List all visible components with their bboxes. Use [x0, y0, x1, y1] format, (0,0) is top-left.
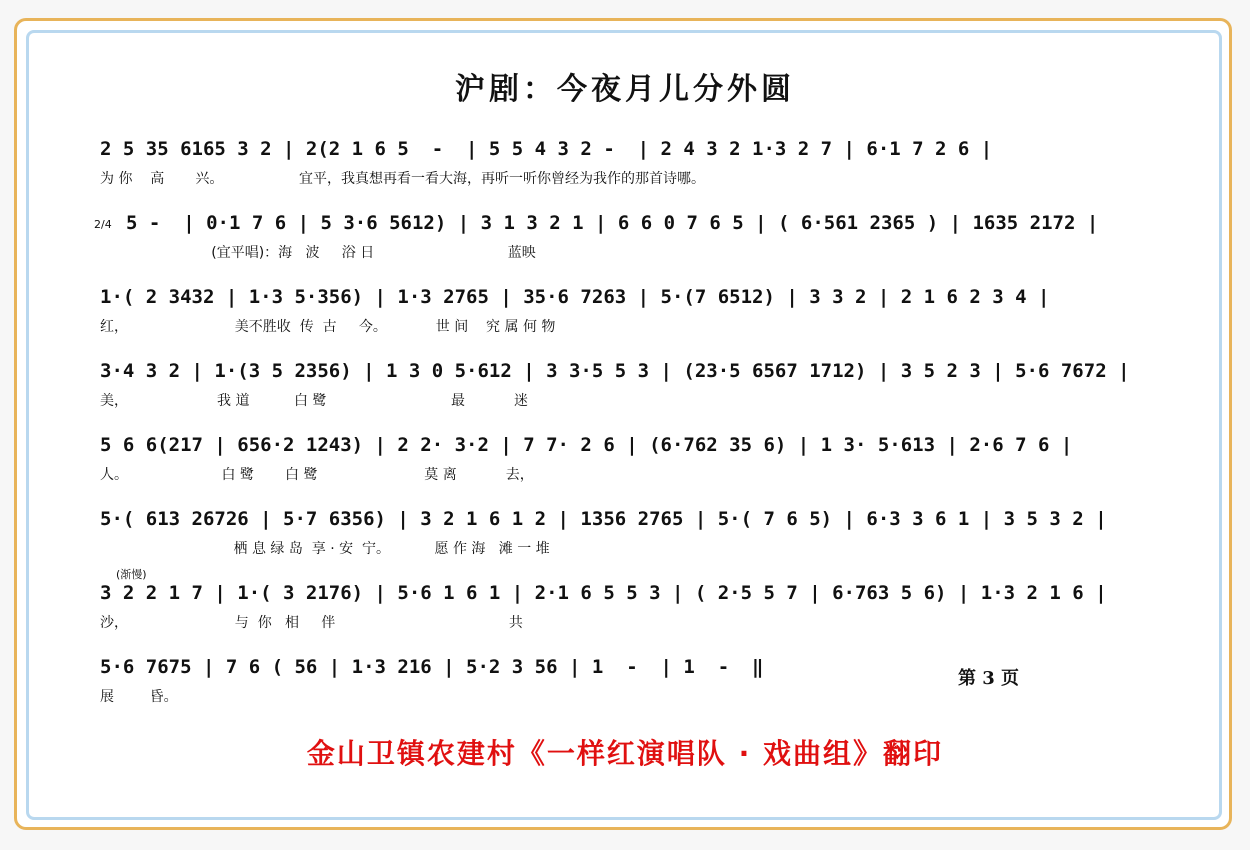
notes-line: 3 2 2 1 7 | 1·( 3 2176) | 5·6 1 6 1 | 2·1 6 5 5 3 | ( 2·5 5 7 | 6·763 5 6) | 1·3 2 1 6 |: [100, 582, 1107, 604]
lyrics-line: 栖 息 绿 岛 享 · 安 宁。 愿 作 海 滩 一 堆: [100, 541, 550, 557]
score-row: [96, 414, 1186, 488]
notes-line: 5 6 6(217 | 656·2 1243) | 2 2· 3·2 | 7 7· 2 6 | (6·762 35 6) | 1 3· 5·613 | 2·6 7 6 |: [100, 434, 1073, 456]
score-row: [96, 340, 1186, 414]
score-row: [96, 562, 1186, 636]
lyrics-line: 展 昏。: [100, 689, 178, 705]
notes-line: 1·( 2 3432 | 1·3 5·356) | 1·3 2765 | 35·6 7263 | 5·(7 6512) | 3 3 2 | 2 1 6 2 3 4 |: [100, 286, 1050, 308]
notes-line: 5 - | 0·1 7 6 | 5 3·6 5612) | 3 1 3 2 1 | 6 6 0 7 6 5 | ( 6·561 2365 ) | 1635 2172 |: [126, 212, 1099, 234]
lyrics-line: 美， 我 道 白 鹭 最 迷: [100, 393, 528, 409]
notes-line: 3·4 3 2 | 1·(3 5 2356) | 1 3 0 5·612 | 3 3·5 5 3 | (23·5 6567 1712) | 3 5 2 3 | 5·6 7672 |: [100, 360, 1130, 382]
page-number: 第 3 页: [958, 668, 1020, 689]
lyrics-line: 人。 白 鹭 白 鹭 莫 离 去，: [100, 467, 534, 483]
score-title: 沪剧：今夜月儿分外圆: [455, 72, 795, 107]
score-row: [96, 266, 1186, 340]
lyrics-line: 红， 美不胜收 传 古 今。 世 间 究 属 何 物: [100, 319, 556, 335]
notes-line: 2 5 35 6165 3 2 | 2(2 1 6 5 - | 5 5 4 3 2 - | 2 4 3 2 1·3 2 7 | 6·1 7 2 6 |: [100, 138, 993, 160]
notes-line: 5·6 7675 | 7 6 ( 56 | 1·3 216 | 5·2 3 56 | 1 - | 1 - ‖: [100, 656, 764, 678]
score-row: [96, 192, 1186, 266]
lyrics-line: (宜平唱)：海 波 浴 日 蓝映: [100, 245, 536, 261]
notes-line: 5·( 613 26726 | 5·7 6356) | 3 2 1 6 1 2 | 1356 2765 | 5·( 7 6 5) | 6·3 3 6 1 | 3 5 3 2 |: [100, 508, 1107, 530]
score-row: [96, 488, 1186, 562]
lyrics-line: 为 你 高 兴。 宜平，我真想再看一看大海，再听一听你曾经为我作的那首诗哪。: [100, 171, 706, 187]
lyrics-line: 沙， 与 你 相 伴 共: [100, 615, 523, 631]
time-signature: 2/4: [94, 218, 112, 231]
footer-credit: 金山卫镇农建村《一样红演唱队 · 戏曲组》翻印: [306, 737, 944, 770]
score-row: [96, 118, 1186, 192]
tempo-marker-slow: (渐慢): [116, 568, 147, 581]
score-row: [96, 636, 1186, 710]
